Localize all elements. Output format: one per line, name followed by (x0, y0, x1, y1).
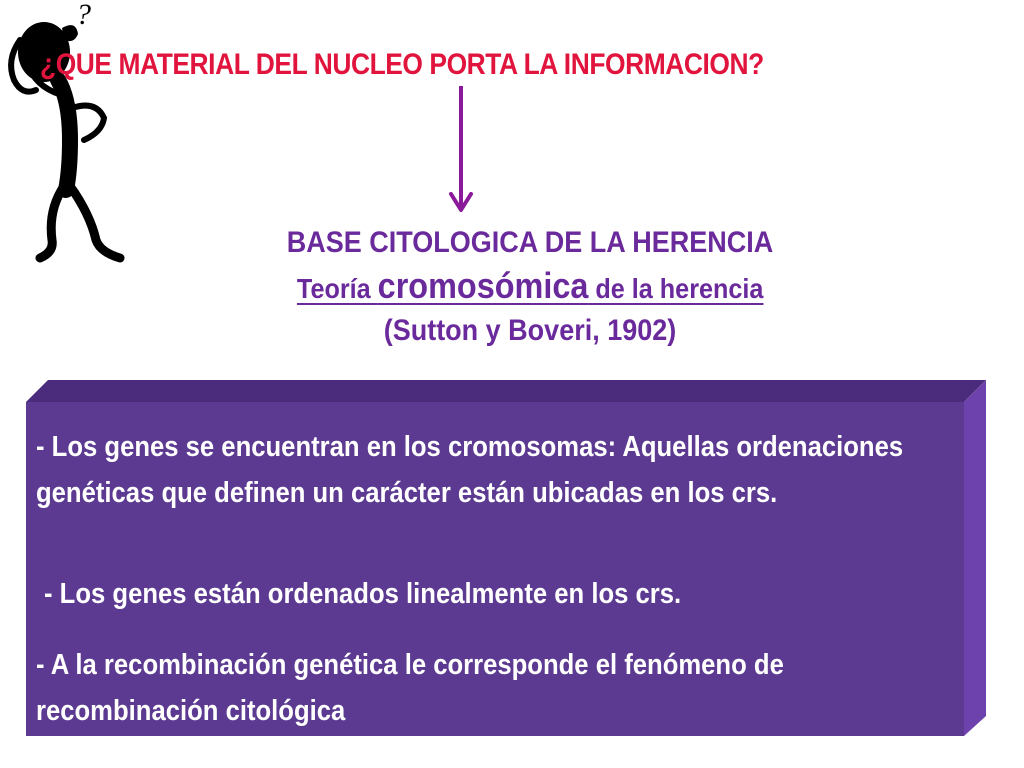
theory-suffix: de la herencia (588, 273, 764, 304)
theory-subtitle (297, 264, 764, 311)
question-opening-mark: ¿ (40, 48, 56, 81)
heading-title: BASE CITOLOGICA DE LA HERENCIA (286, 226, 774, 259)
point-1: - Los genes se encuentran en los cromosomas: Aquellas ordenaciones genéticas que definen un carácter están ubicadas en los crs. (36, 431, 904, 509)
box-content (26, 402, 966, 736)
heading-block (200, 222, 860, 351)
point-2: - Los genes están ordenados linealmente en los crs. (44, 578, 682, 610)
point-3: - A la recombinación genética le corresponde el fenómeno de recombinación citológica (36, 649, 784, 727)
down-arrow-icon (448, 86, 474, 216)
theory-prefix: Teoría (296, 273, 378, 304)
question-title (40, 48, 885, 82)
theory-emphasis: cromosómica (377, 265, 589, 306)
figure-question-mark: ? (76, 0, 91, 31)
question-text: QUE MATERIAL DEL NUCLEO PORTA LA INFORMACION? (55, 48, 764, 81)
thinking-figure-icon (0, 0, 140, 270)
citation: (Sutton y Boveri, 1902) (383, 314, 677, 347)
